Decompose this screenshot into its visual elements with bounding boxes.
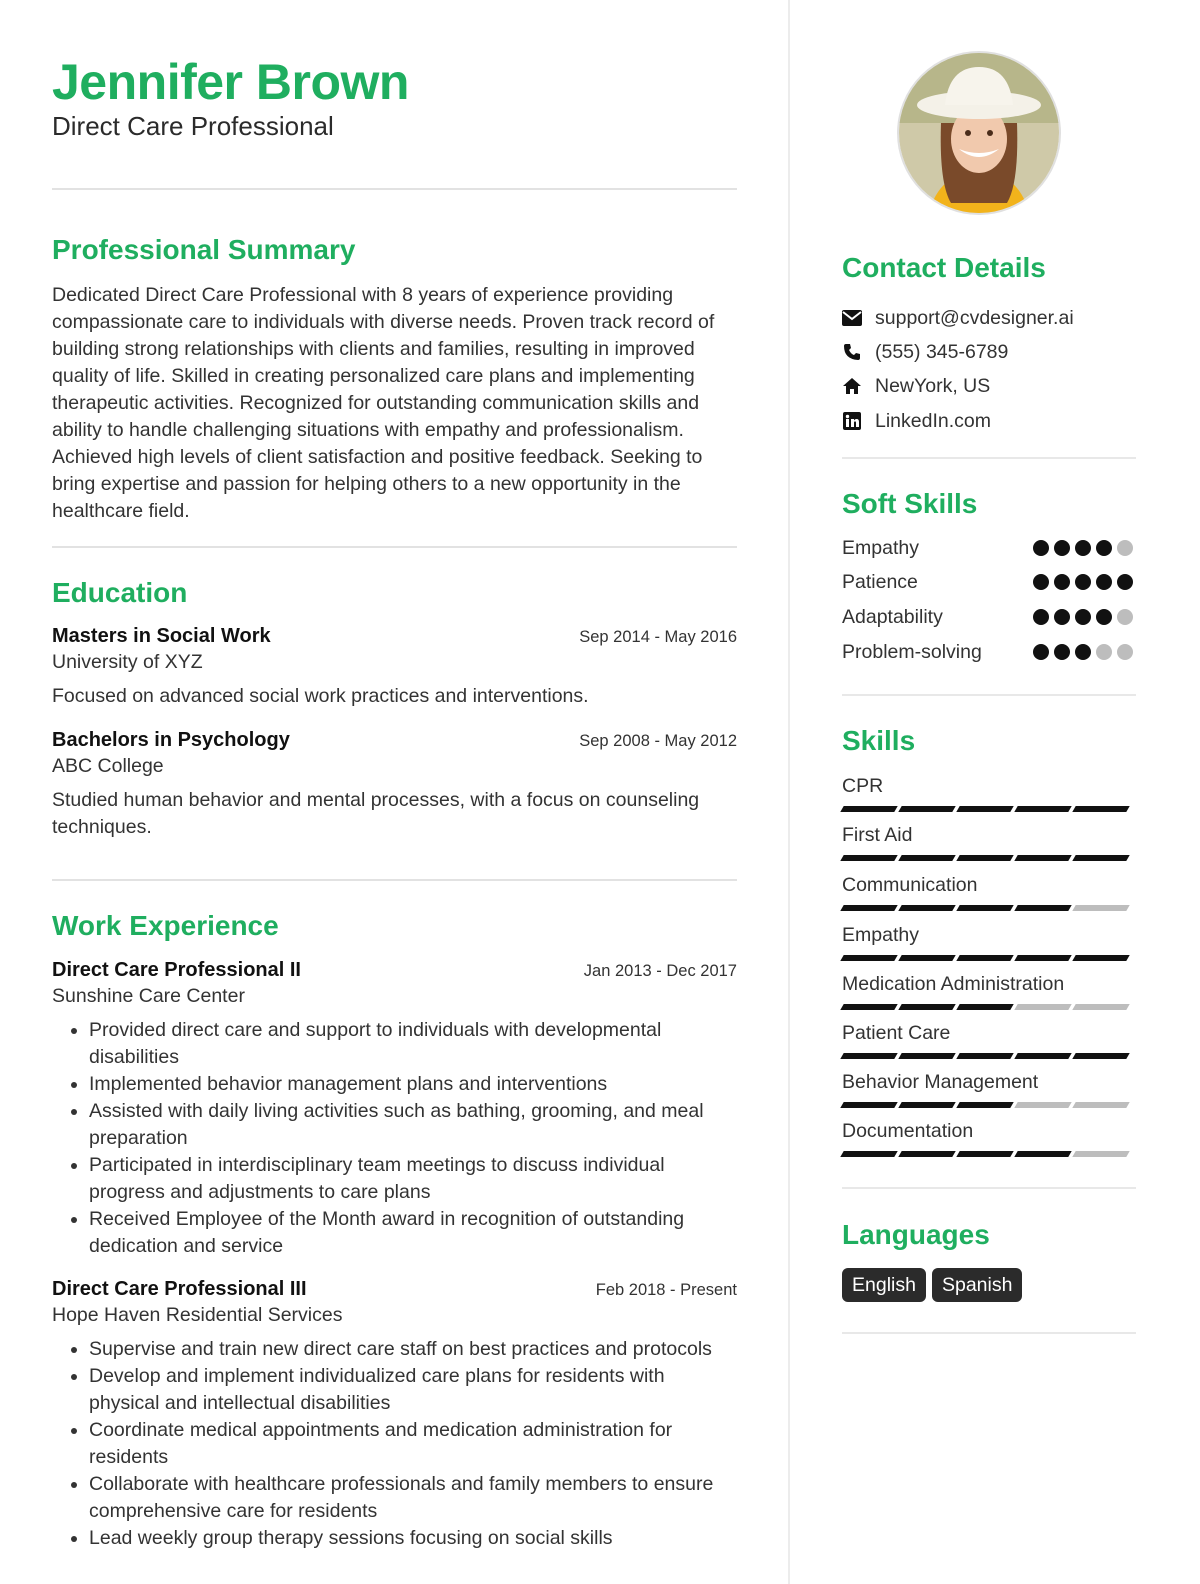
level-bar-filled: [956, 855, 1013, 861]
soft-skill-rating: [1033, 644, 1133, 660]
contact-email-text: support@cvdesigner.ai: [875, 306, 1074, 329]
level-bar-filled: [1072, 855, 1129, 861]
languages-title: Languages: [842, 1219, 990, 1250]
job-bullet: • Lead weekly group therapy sessions focusing on social skills: [89, 1525, 737, 1552]
job-bullet: • Supervise and train new direct care staff on best practices and protocols: [89, 1336, 737, 1363]
home-icon: [842, 376, 862, 396]
soft-skill-row: [842, 535, 1136, 561]
summary-divider: [52, 546, 737, 548]
skill-item: [842, 1020, 1136, 1059]
header-divider: [52, 188, 737, 190]
soft-skill-rating: [1033, 574, 1133, 590]
skill-label: Empathy: [842, 924, 919, 946]
education-divider: [52, 879, 737, 881]
rating-dot-filled: [1117, 574, 1133, 590]
skill-label: Communication: [842, 874, 978, 896]
soft-skill-row: [842, 604, 1136, 630]
skill-item: [842, 1118, 1136, 1157]
level-bar-filled: [956, 905, 1013, 911]
level-bar-empty: [1072, 1004, 1129, 1010]
level-bar-filled: [898, 1102, 955, 1108]
soft-skill-rating: [1033, 540, 1133, 556]
languages-divider: [842, 1332, 1136, 1334]
level-bar-filled: [840, 1102, 897, 1108]
skill-label: First Aid: [842, 824, 913, 846]
skill-label: Documentation: [842, 1120, 974, 1142]
level-bar-filled: [840, 806, 897, 812]
level-bar-filled: [1014, 1053, 1071, 1059]
skill-level-bars: [842, 905, 1136, 911]
skill-level-bars: [842, 955, 1136, 961]
skill-item: [842, 872, 1136, 911]
level-bar-filled: [956, 1004, 1013, 1010]
rating-dot-filled: [1033, 574, 1049, 590]
soft-skill-label: Problem-solving: [842, 640, 982, 663]
education-school: ABC College: [52, 755, 164, 777]
job-dates: Jan 2013 - Dec 2017: [583, 962, 737, 980]
rating-dot-filled: [1096, 540, 1112, 556]
soft-skill-rating: [1033, 609, 1133, 625]
work-entry: [52, 1276, 737, 1552]
job-bullets: [52, 1336, 737, 1552]
rating-dot-filled: [1075, 574, 1091, 590]
work-entry: [52, 957, 737, 1260]
level-bar-filled: [840, 855, 897, 861]
candidate-role: Direct Care Professional: [52, 111, 334, 141]
work-title: Work Experience: [52, 910, 279, 941]
rating-dot-empty: [1117, 644, 1133, 660]
skill-level-bars: [842, 855, 1136, 861]
envelope-icon: [842, 308, 862, 328]
job-dates: Feb 2018 - Present: [595, 1281, 737, 1299]
level-bar-filled: [840, 905, 897, 911]
language-badge: English: [842, 1268, 926, 1302]
level-bar-filled: [1072, 955, 1129, 961]
level-bar-empty: [1072, 905, 1129, 911]
education-entry: [52, 623, 737, 710]
profile-photo: [897, 51, 1061, 215]
level-bar-filled: [898, 806, 955, 812]
rating-dot-empty: [1117, 609, 1133, 625]
linkedin-icon: [842, 411, 862, 431]
job-bullet: • Coordinate medical appointments and medication administration for residents: [89, 1417, 737, 1471]
level-bar-filled: [840, 1053, 897, 1059]
rating-dot-filled: [1075, 644, 1091, 660]
languages-list: [842, 1268, 1022, 1302]
rating-dot-filled: [1033, 644, 1049, 660]
level-bar-filled: [898, 955, 955, 961]
education-dates: Sep 2014 - May 2016: [579, 628, 737, 646]
education-degree: Masters in Social Work: [52, 625, 271, 647]
education-entry: [52, 727, 737, 841]
job-bullet: • Assisted with daily living activities such as bathing, grooming, and meal preparation: [89, 1098, 737, 1152]
contact-title: Contact Details: [842, 252, 1046, 283]
job-bullet: • Develop and implement individualized care plans for residents with physical and intellectual disabilities: [89, 1363, 737, 1417]
skill-level-bars: [842, 1151, 1136, 1157]
level-bar-empty: [1014, 1102, 1071, 1108]
summary-text: Dedicated Direct Care Professional with 8 years of experience providing compassionate care to individuals with diverse needs. Proven track record of building strong relationships with clients and families, resulting in improved quality of life. Skilled in creating personalized care plans and implementing therapeutic activities. Recognized for outstanding communication skills and ability to handle challenging situations with empathy and professionalism. Achieved high levels of client satisfaction and positive feedback. Seeking to bring expertise and passion for helping others to a new opportunity in the healthcare field.: [52, 284, 715, 522]
job-bullet: • Received Employee of the Month award in recognition of outstanding dedication and service: [89, 1206, 737, 1260]
phone-icon: [842, 342, 862, 362]
level-bar-filled: [840, 1004, 897, 1010]
contact-divider: [842, 457, 1136, 459]
skill-level-bars: [842, 1004, 1136, 1010]
level-bar-filled: [1014, 806, 1071, 812]
skill-label: CPR: [842, 775, 884, 797]
candidate-name: Jennifer Brown: [52, 54, 409, 110]
skills-divider: [842, 1187, 1136, 1189]
education-dates: Sep 2008 - May 2012: [579, 732, 737, 750]
level-bar-empty: [1072, 1151, 1129, 1157]
skills-title: Skills: [842, 725, 916, 756]
level-bar-filled: [898, 905, 955, 911]
rating-dot-filled: [1033, 609, 1049, 625]
rating-dot-filled: [1054, 609, 1070, 625]
soft-skill-label: Empathy: [842, 536, 919, 559]
level-bar-filled: [840, 1151, 897, 1157]
skill-level-bars: [842, 806, 1136, 812]
soft-skill-label: Adaptability: [842, 605, 943, 628]
contact-location-text: NewYork, US: [875, 374, 991, 397]
rating-dot-filled: [1054, 574, 1070, 590]
rating-dot-empty: [1096, 644, 1112, 660]
level-bar-filled: [956, 955, 1013, 961]
level-bar-filled: [840, 955, 897, 961]
contact-location: [842, 374, 990, 398]
job-bullet: • Participated in interdisciplinary team meetings to discuss individual progress and adjustments to care plans: [89, 1152, 737, 1206]
education-desc: Focused on advanced social work practices and interventions.: [52, 685, 589, 707]
level-bar-filled: [898, 855, 955, 861]
skill-item: [842, 1069, 1136, 1108]
level-bar-filled: [956, 1053, 1013, 1059]
soft-skill-row: [842, 639, 1136, 665]
rating-dot-filled: [1096, 609, 1112, 625]
skill-item: [842, 773, 1136, 812]
education-desc: Studied human behavior and mental processes, with a focus on counseling techniques.: [52, 789, 700, 838]
level-bar-filled: [898, 1151, 955, 1157]
rating-dot-empty: [1117, 540, 1133, 556]
job-bullet: • Collaborate with healthcare professionals and family members to ensure comprehensive care for residents: [89, 1471, 737, 1525]
column-divider: [788, 0, 790, 1584]
level-bar-filled: [1072, 1053, 1129, 1059]
rating-dot-filled: [1033, 540, 1049, 556]
skill-level-bars: [842, 1053, 1136, 1059]
rating-dot-filled: [1075, 609, 1091, 625]
skill-item: [842, 971, 1136, 1010]
education-school: University of XYZ: [52, 651, 203, 673]
job-bullet: • Implemented behavior management plans and interventions: [89, 1071, 737, 1098]
summary-title: Professional Summary: [52, 234, 356, 265]
contact-linkedin-text: LinkedIn.com: [875, 409, 991, 432]
contact-linkedin[interactable]: [842, 409, 991, 433]
soft-skills-divider: [842, 694, 1136, 696]
level-bar-filled: [956, 1151, 1013, 1157]
soft-skill-label: Patience: [842, 570, 918, 593]
contact-phone-text: (555) 345-6789: [875, 340, 1009, 363]
soft-skills-title: Soft Skills: [842, 488, 978, 519]
education-degree: Bachelors in Psychology: [52, 729, 290, 751]
job-title: Direct Care Professional III: [52, 1278, 307, 1300]
level-bar-empty: [1072, 1102, 1129, 1108]
level-bar-filled: [898, 1004, 955, 1010]
skill-level-bars: [842, 1102, 1136, 1108]
skill-label: Behavior Management: [842, 1071, 1039, 1093]
level-bar-filled: [1014, 905, 1071, 911]
level-bar-empty: [1014, 1004, 1071, 1010]
level-bar-filled: [956, 1102, 1013, 1108]
rating-dot-filled: [1075, 540, 1091, 556]
rating-dot-filled: [1054, 644, 1070, 660]
job-bullet: • Provided direct care and support to individuals with developmental disabilities: [89, 1017, 737, 1071]
level-bar-filled: [1014, 855, 1071, 861]
job-org: Sunshine Care Center: [52, 985, 245, 1007]
level-bar-filled: [956, 806, 1013, 812]
contact-email[interactable]: [842, 306, 1074, 330]
education-title: Education: [52, 577, 188, 608]
level-bar-filled: [1072, 806, 1129, 812]
job-title: Direct Care Professional II: [52, 959, 301, 981]
job-bullets: [52, 1017, 737, 1260]
skill-label: Patient Care: [842, 1022, 951, 1044]
soft-skill-row: [842, 569, 1136, 595]
language-badge: Spanish: [932, 1268, 1022, 1302]
level-bar-filled: [1014, 1151, 1071, 1157]
skill-item: [842, 922, 1136, 961]
contact-phone[interactable]: [842, 340, 1008, 364]
rating-dot-filled: [1096, 574, 1112, 590]
job-org: Hope Haven Residential Services: [52, 1304, 343, 1326]
skill-item: [842, 822, 1136, 861]
skill-label: Medication Administration: [842, 973, 1065, 995]
rating-dot-filled: [1054, 540, 1070, 556]
level-bar-filled: [1014, 955, 1071, 961]
level-bar-filled: [898, 1053, 955, 1059]
